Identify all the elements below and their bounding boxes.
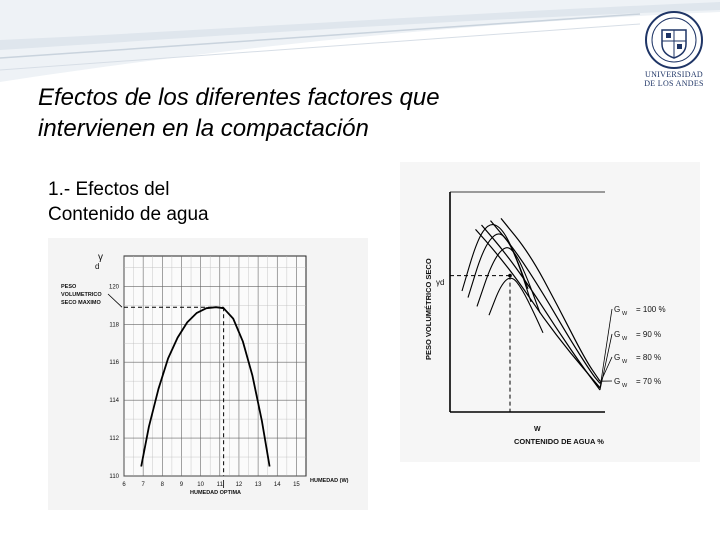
x-tick-label: 15 [293,482,300,488]
y-marker: γd [436,278,445,287]
y-tick-label: 114 [109,398,119,405]
slide-title: Efectos de los diferentes factores que intervienen en la compactación [38,84,440,142]
y-tick-label: 116 [109,360,119,367]
y-axis-label-1: PESO [61,284,77,290]
x-marker: W [534,426,541,433]
saturation-label-symbol: G [614,353,621,362]
compaction-curve-chart [48,238,368,510]
plot-frame [124,256,306,476]
x-tick-label: 7 [141,482,145,488]
saturation-label-subscript: W [622,383,628,389]
y-axis-label-2: VOLUMETRICO [61,292,102,298]
saturation-label-symbol: G [614,330,621,339]
section-title: 1.- Efectos del Contenido de agua [48,179,209,225]
x-tick-label: 14 [273,482,281,488]
saturation-label-value: = 90 % [636,330,662,339]
x-optimum-label: HUMEDAD OPTIMA [190,490,242,496]
y-tick-label: 112 [109,436,119,443]
y-axis-subscript: d [95,262,100,271]
x-axis-label: CONTENIDO DE AGUA % [514,437,604,446]
saturation-label-subscript: W [622,336,628,342]
optimum-point [508,274,512,278]
y-tick-label: 120 [108,284,119,291]
saturation-label-symbol: G [614,377,621,386]
x-tick-label: 9 [179,482,184,488]
saturation-curves-chart [400,162,700,462]
x-axis-label: HUMEDAD (W) [310,478,349,484]
header-banner [0,0,720,90]
x-tick-label: 13 [254,482,262,488]
y-axis-label-3: SECO MAXIMO [61,300,101,306]
saturation-label-symbol: G [614,305,621,314]
x-tick-label: 11 [216,482,223,488]
y-axis-label: PESO VOLUMÉTRICO SECO [424,258,433,360]
x-tick-label: 10 [197,482,204,488]
y-tick-label: 110 [109,474,119,480]
saturation-label-subscript: W [622,359,628,365]
saturation-label-value: = 70 % [636,377,662,386]
y-tick-label: 118 [109,322,119,329]
saturation-label-value: = 80 % [636,353,662,362]
x-tick-label: 12 [235,482,243,488]
x-tick-label: 8 [160,482,164,488]
x-tick-label: 6 [122,482,126,488]
university-name: UNIVERSIDAD DE LOS ANDES [644,70,704,88]
saturation-label-subscript: W [622,311,628,317]
saturation-label-value: = 100 % [636,305,666,314]
y-axis-symbol: γ [98,252,103,263]
